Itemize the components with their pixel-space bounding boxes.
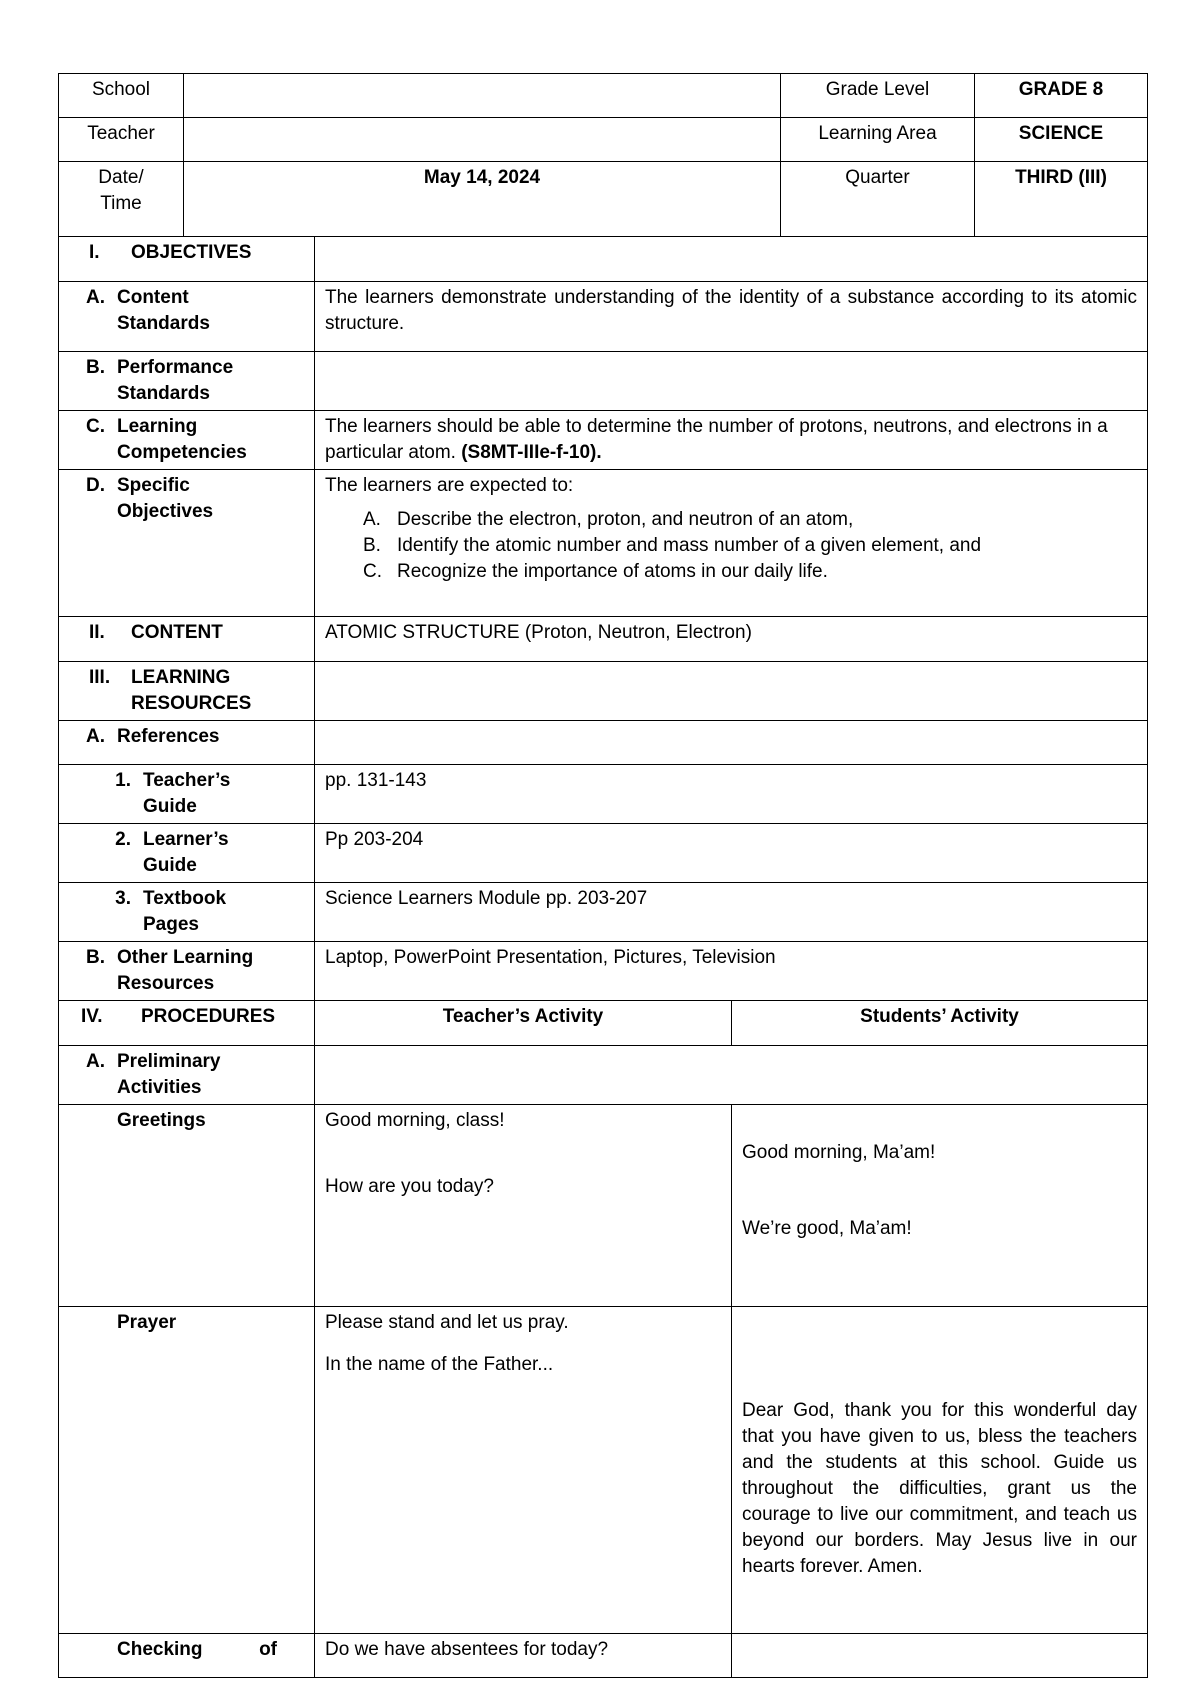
competency-code: (S8MT-IIIe-f-10).	[461, 442, 602, 463]
content-standards-num: A.	[86, 287, 105, 308]
learning-resources-label-2: RESOURCES	[131, 693, 252, 714]
teachers-guide-label-1: Teacher’s	[143, 770, 231, 791]
teacher-label: Teacher	[59, 118, 184, 162]
textbook-pages-row	[59, 883, 1148, 942]
checking-label-2: of	[259, 1639, 277, 1660]
specific-objectives-label-1: Specific	[117, 475, 190, 496]
checking-row	[59, 1634, 1148, 1678]
textbook-pages-num: 3.	[115, 888, 131, 909]
learning-competencies-label-1: Learning	[117, 416, 198, 437]
learning-resources-row	[59, 662, 1148, 721]
preliminary-label-2: Activities	[117, 1077, 202, 1098]
teacher-value	[184, 118, 781, 162]
learners-guide-num: 2.	[115, 829, 131, 850]
prayer-row	[59, 1307, 1148, 1634]
header-table	[58, 73, 1147, 236]
learning-resources-label-1: LEARNING	[131, 667, 231, 688]
other-resources-num: B.	[86, 947, 105, 968]
greetings-teacher-2: How are you today?	[325, 1176, 494, 1197]
objectives-label: OBJECTIVES	[131, 242, 252, 263]
content-label: CONTENT	[131, 622, 223, 643]
procedures-num: IV.	[81, 1006, 103, 1027]
references-row	[59, 721, 1148, 765]
greetings-label: Greetings	[117, 1110, 206, 1131]
content-text: ATOMIC STRUCTURE (Proton, Neutron, Electron)	[315, 617, 1148, 662]
learning-competencies-num: C.	[86, 416, 105, 437]
procedures-label: PROCEDURES	[141, 1006, 276, 1027]
references-label: References	[117, 726, 220, 747]
textbook-pages-label-2: Pages	[143, 914, 199, 935]
greetings-row	[59, 1105, 1148, 1307]
references-num: A.	[86, 726, 105, 747]
content-standards-label-2: Standards	[117, 313, 210, 334]
time-label: Time	[100, 193, 142, 214]
teachers-guide-label-2: Guide	[143, 796, 197, 817]
learning-area-label: Learning Area	[781, 118, 975, 162]
content-standards-text: The learners demonstrate understanding of the identity of a substance according to its atomic structure.	[315, 282, 1148, 352]
performance-standards-row	[59, 352, 1148, 411]
checking-teacher-text: Do we have absentees for today?	[315, 1634, 732, 1678]
objectives-row	[59, 237, 1148, 282]
content-standards-row	[59, 282, 1148, 352]
date-label: Date/	[98, 167, 144, 188]
school-value	[184, 74, 781, 118]
learning-competencies-cell	[315, 411, 1148, 470]
performance-standards-label-1: Performance	[117, 357, 234, 378]
students-activity-header: Students’ Activity	[732, 1001, 1148, 1046]
learners-guide-row	[59, 824, 1148, 883]
other-resources-text: Laptop, PowerPoint Presentation, Pictures, Television	[315, 942, 1148, 1001]
quarter-label: Quarter	[781, 162, 975, 237]
learning-resources-num: III.	[89, 667, 111, 688]
lesson-plan-table	[58, 236, 1147, 1678]
performance-standards-num: B.	[86, 357, 105, 378]
teachers-guide-num: 1.	[115, 770, 131, 791]
procedures-row	[59, 1001, 1148, 1046]
teachers-guide-row	[59, 765, 1148, 824]
specific-objectives-num: D.	[86, 475, 105, 496]
performance-standards-label-2: Standards	[117, 383, 210, 404]
specific-objectives-intro: The learners are expected to:	[325, 475, 574, 496]
list-item: B. Identify the atomic number and mass number of a given element, and	[363, 535, 982, 556]
grade-level-label: Grade Level	[781, 74, 975, 118]
prayer-teacher-2: In the name of the Father...	[325, 1354, 554, 1375]
learning-competencies-text: The learners should be able to determine the number of protons, neutrons, and electrons in a particular atom.	[325, 416, 1108, 463]
preliminary-label-1: Preliminary	[117, 1051, 221, 1072]
other-resources-row	[59, 942, 1148, 1001]
content-row	[59, 617, 1148, 662]
date-value: May 14, 2024	[184, 162, 781, 237]
greetings-teacher-1: Good morning, class!	[325, 1110, 505, 1131]
learning-area-value: SCIENCE	[975, 118, 1148, 162]
prayer-label: Prayer	[117, 1312, 177, 1333]
other-resources-label-2: Resources	[117, 973, 215, 994]
learning-competencies-row	[59, 411, 1148, 470]
prayer-student-text: Dear God, thank you for this wonderful day that you have given to us, bless the teachers and the students at this school. Guide us throughout the difficulties, grant us the courage to live our commitment, and teach us beyond our borders. May Jesus live in our hearts forever. Amen.	[742, 1400, 1137, 1577]
checking-label-1: Checking	[117, 1639, 203, 1660]
teacher-activity-header: Teacher’s Activity	[315, 1001, 732, 1046]
list-item: A. Describe the electron, proton, and neutron of an atom,	[363, 509, 854, 530]
learners-guide-text: Pp 203-204	[315, 824, 1148, 883]
date-time-label	[59, 162, 184, 237]
list-item: C. Recognize the importance of atoms in our daily life.	[363, 561, 828, 582]
content-standards-label-1: Content	[117, 287, 189, 308]
grade-level-value: GRADE 8	[975, 74, 1148, 118]
greetings-student-2: We’re good, Ma’am!	[742, 1218, 912, 1239]
prayer-teacher-1: Please stand and let us pray.	[325, 1312, 569, 1333]
textbook-pages-label-1: Textbook	[143, 888, 227, 909]
checking-student-text	[732, 1634, 1148, 1678]
objectives-num: I.	[89, 242, 100, 263]
teachers-guide-text: pp. 131-143	[315, 765, 1148, 824]
specific-objectives-row	[59, 470, 1148, 617]
learning-competencies-label-2: Competencies	[117, 442, 247, 463]
learners-guide-label-1: Learner’s	[143, 829, 229, 850]
quarter-value: THIRD (III)	[975, 162, 1148, 237]
learners-guide-label-2: Guide	[143, 855, 197, 876]
preliminary-row	[59, 1046, 1148, 1105]
greetings-student-1: Good morning, Ma’am!	[742, 1142, 936, 1163]
preliminary-num: A.	[86, 1051, 105, 1072]
other-resources-label-1: Other Learning	[117, 947, 254, 968]
textbook-pages-text: Science Learners Module pp. 203-207	[315, 883, 1148, 942]
content-num: II.	[89, 622, 105, 643]
specific-objectives-list	[325, 507, 1137, 585]
specific-objectives-label-2: Objectives	[117, 501, 214, 522]
school-label: School	[59, 74, 184, 118]
performance-standards-text	[315, 352, 1148, 411]
